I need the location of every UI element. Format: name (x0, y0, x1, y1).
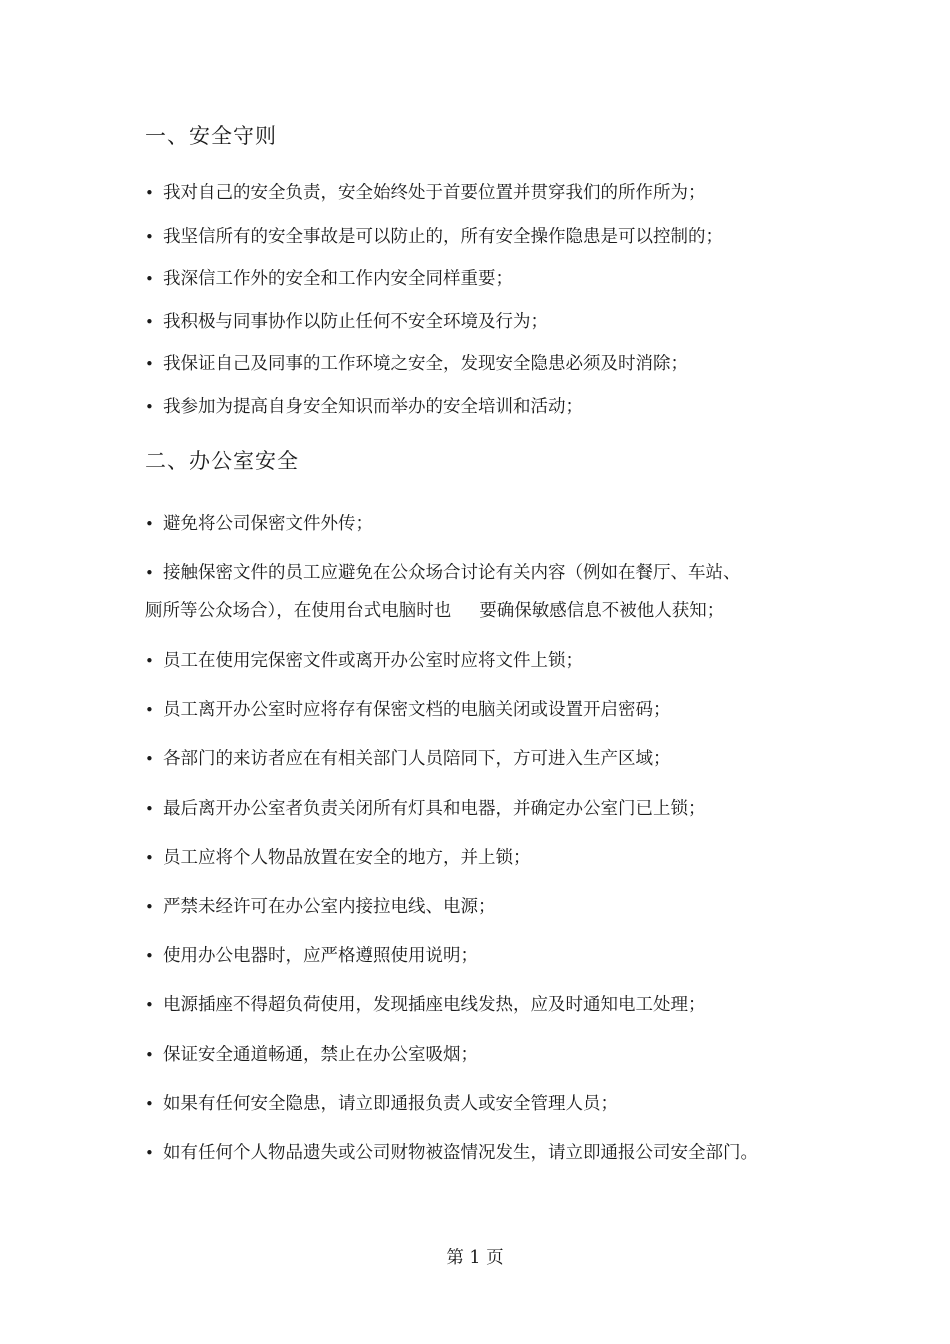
bullet-icon: • (145, 1095, 154, 1113)
list-item: • 如果有任何安全隐患，请立即通报负责人或安全管理人员； (145, 1094, 618, 1114)
list-item: • 我深信工作外的安全和工作内安全同样重要； (145, 269, 513, 289)
bullet-icon: • (145, 398, 154, 416)
section-heading-office-safety: 二、办公室安全 (145, 449, 299, 473)
bullet-icon: • (145, 849, 154, 867)
list-item: • 员工离开办公室时应将存有保密文档的电脑关闭或设置开启密码； (145, 700, 671, 720)
list-item: • 严禁未经许可在办公室内接拉电线、电源； (145, 897, 496, 917)
list-item: • 我积极与同事协作以防止任何不安全环境及行为； (145, 312, 548, 332)
list-item: • 保证安全通道畅通，禁止在办公室吸烟； (145, 1045, 478, 1065)
bullet-icon: • (145, 750, 154, 768)
list-item: • 员工应将个人物品放置在安全的地方，并上锁； (145, 848, 531, 868)
bullet-icon: • (145, 313, 154, 331)
list-item: • 如有任何个人物品遗失或公司财物被盗情况发生，请立即通报公司安全部门。 (145, 1143, 758, 1163)
bullet-icon: • (145, 515, 154, 533)
page-number: 第 1 页 (446, 1248, 504, 1268)
list-item: • 我坚信所有的安全事故是可以防止的，所有安全操作隐患是可以控制的； (145, 227, 723, 247)
bullet-icon: • (145, 652, 154, 670)
bullet-icon: • (145, 947, 154, 965)
bullet-icon: • (145, 1144, 154, 1162)
bullet-icon: • (145, 564, 154, 582)
list-item: • 使用办公电器时，应严格遵照使用说明； (145, 946, 478, 966)
bullet-icon: • (145, 898, 154, 916)
list-item: • 电源插座不得超负荷使用，发现插座电线发热，应及时通知电工处理； (145, 995, 706, 1015)
list-item: • 最后离开办公室者负责关闭所有灯具和电器，并确定办公室门已上锁； (145, 799, 706, 819)
bullet-icon: • (145, 270, 154, 288)
bullet-icon: • (145, 1046, 154, 1064)
list-item: • 接触保密文件的员工应避免在公众场合讨论有关内容（例如在餐厅、车站、 (145, 563, 741, 583)
list-item: • 我对自己的安全负责，安全始终处于首要位置并贯穿我们的所作所为； (145, 183, 706, 203)
bullet-icon: • (145, 800, 154, 818)
bullet-icon: • (145, 701, 154, 719)
list-item: • 各部门的来访者应在有相关部门人员陪同下，方可进入生产区域； (145, 749, 671, 769)
section-heading-safety-rules: 一、安全守则 (145, 124, 277, 148)
bullet-icon: • (145, 228, 154, 246)
list-item: • 我保证自己及同事的工作环境之安全，发现安全隐患必须及时消除； (145, 354, 688, 374)
list-item-continuation: 厕所等公众场合），在使用台式电脑时也 要确保敏感信息不被他人获知； (145, 601, 725, 621)
bullet-icon: • (145, 355, 154, 373)
list-item: • 我参加为提高自身安全知识而举办的安全培训和活动； (145, 397, 583, 417)
list-item: • 员工在使用完保密文件或离开办公室时应将文件上锁； (145, 651, 583, 671)
bullet-icon: • (145, 184, 154, 202)
bullet-icon: • (145, 996, 154, 1014)
list-item: • 避免将公司保密文件外传； (145, 514, 373, 534)
